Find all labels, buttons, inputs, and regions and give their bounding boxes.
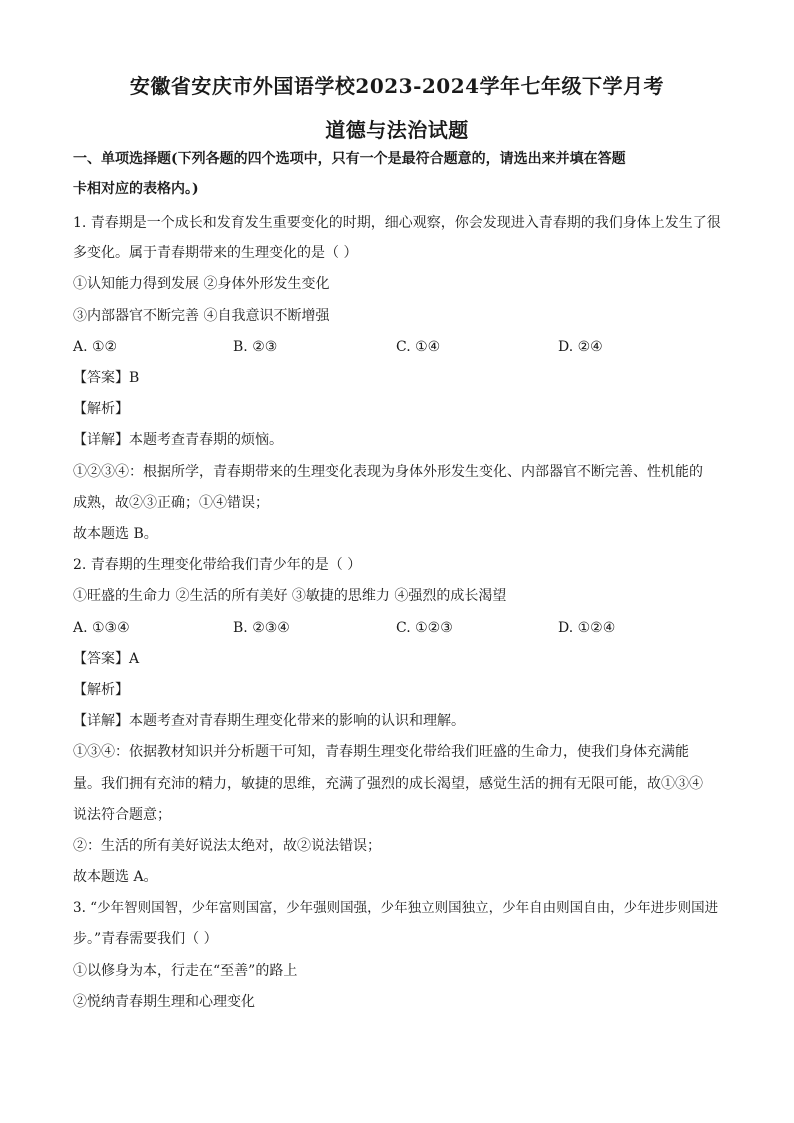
q1-explanation-line1: ①②③④：根据所学，青春期带来的生理变化表现为身体外形发生变化、内部器官不断完善、性机能的 [73, 464, 703, 480]
section-heading-line1: 一、单项选择题(下列各题的四个选项中，只有一个是最符合题意的，请选出来并填在答题 [73, 151, 626, 167]
q1-conclusion: 故本题选 B。 [73, 526, 158, 542]
q2-explanation-line3: 说法符合题意； [73, 807, 171, 823]
q3-item-1: ①以修身为本，行走在“至善”的路上 [73, 963, 298, 979]
q2-answer: 【答案】A [73, 651, 140, 667]
q3-stem-line2: 步。”青春需要我们（ ） [73, 931, 218, 947]
q1-explanation-line2: 成熟，故②③正确；①④错误； [73, 495, 269, 511]
q2-explanation-line4: ②：生活的所有美好说法太绝对，故②说法错误； [73, 838, 381, 854]
q1-option-b: B. ②③ [233, 339, 278, 355]
q2-analysis-label: 【解析】 [73, 682, 129, 698]
q1-option-d: D. ②④ [558, 339, 603, 355]
q2-explanation-line1: ①③④：依据教材知识并分析题干可知，青春期生理变化带给我们旺盛的生命力，使我们身体充满能 [73, 744, 689, 760]
q1-detail: 【详解】本题考查青春期的烦恼。 [73, 432, 283, 448]
q1-answer: 【答案】B [73, 370, 140, 386]
q2-option-b: B. ②③④ [233, 620, 290, 636]
q2-option-d: D. ①②④ [558, 620, 616, 636]
q2-option-c: C. ①②③ [396, 620, 453, 636]
q2-conclusion: 故本题选 A。 [73, 869, 158, 885]
q1-items-line1: ①认知能力得到发展 ②身体外形发生变化 [73, 276, 330, 292]
q1-items-line2: ③内部器官不断完善 ④自我意识不断增强 [73, 308, 330, 324]
q2-option-a: A. ①③④ [73, 620, 130, 636]
q1-analysis-label: 【解析】 [73, 401, 129, 417]
q3-item-2: ②悦纳青春期生理和心理变化 [73, 994, 255, 1010]
section-heading-line2: 卡相对应的表格内。) [73, 181, 199, 197]
document-subtitle: 道德与法治试题 [325, 118, 469, 142]
q1-option-a: A. ①② [73, 339, 118, 355]
q2-explanation-line2: 量。我们拥有充沛的精力，敏捷的思维，充满了强烈的成长渴望，感觉生活的拥有无限可能，故①③④ [73, 776, 703, 792]
q2-items-line1: ①旺盛的生命力 ②生活的所有美好 ③敏捷的思维力 ④强烈的成长渴望 [73, 588, 507, 604]
q2-detail: 【详解】本题考查对青春期生理变化带来的影响的认识和理解。 [73, 713, 465, 729]
q1-stem-line1: 1. 青春期是一个成长和发育发生重要变化的时期，细心观察，你会发现进入青春期的我们身体上发生了很 [73, 215, 721, 231]
q1-option-c: C. ①④ [396, 339, 441, 355]
document-title: 安徽省安庆市外国语学校2023-2024学年七年级下学月考 [129, 74, 665, 98]
q2-stem-line1: 2. 青春期的生理变化带给我们青少年的是（ ） [73, 557, 362, 573]
q1-stem-line2: 多变化。属于青春期带来的生理变化的是（ ） [73, 245, 358, 261]
q3-stem-line1: 3. “少年智则国智，少年富则国富，少年强则国强，少年独立则国独立，少年自由则国自由，少年进步则国进 [73, 900, 719, 916]
